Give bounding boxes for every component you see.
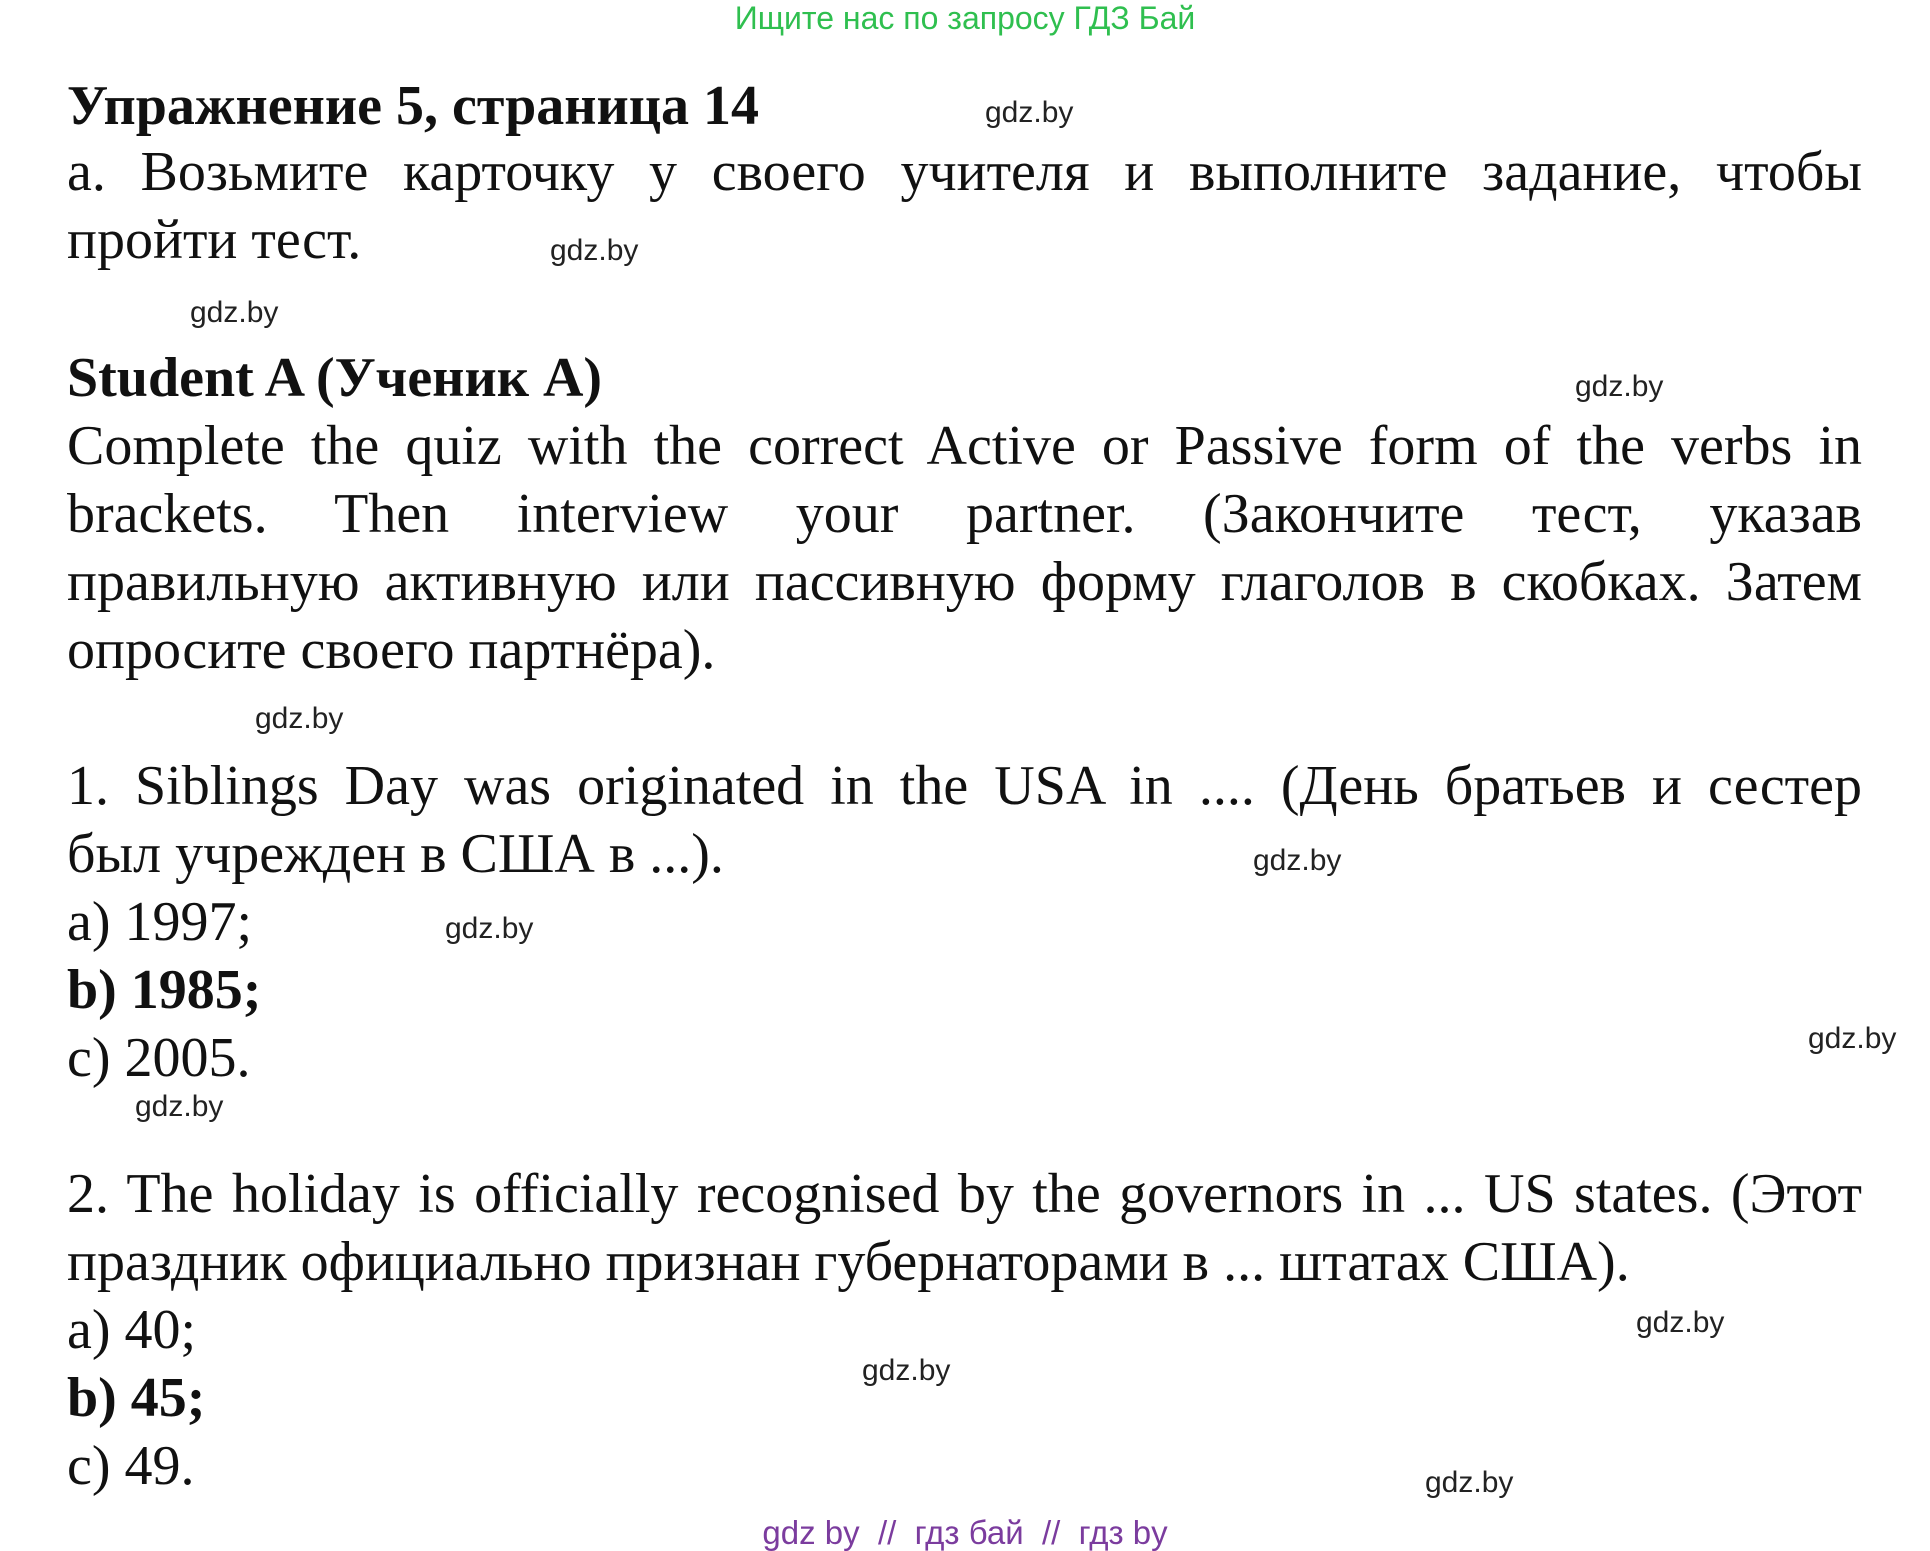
question-2-line-2: праздник официально признан губернаторами в ... штатах США). [67,1231,1630,1293]
instruction-line-3: правильную активную или пассивную форму глаголов в скобках. Затем [67,551,1862,613]
question-2-option-a: a) 40; [67,1299,197,1361]
watermark: gdz.by [1808,1022,1897,1055]
instruction-line-2: brackets. Then interview your partner. (Закончите тест, указав [67,483,1862,545]
watermark: gdz.by [1425,1466,1514,1499]
watermark: gdz.by [1636,1306,1725,1339]
question-2-line-1: 2. The holiday is officially recognised by the governors in ... US states. (Этот [67,1163,1862,1225]
watermark: gdz.by [445,912,534,945]
watermark: gdz.by [862,1354,951,1387]
footer-links: gdz by // гдз бай // гдз by [762,1514,1168,1551]
exercise-title: Упражнение 5, страница 14 [67,75,760,137]
watermark: gdz.by [1575,370,1664,403]
question-1-option-a: a) 1997; [67,891,253,953]
watermark: gdz.by [135,1090,224,1123]
watermark: gdz.by [550,234,639,267]
question-1-option-b-correct: b) 1985; [67,959,262,1021]
search-hint-banner: Ищите нас по запросу ГДЗ Бай [734,0,1196,36]
question-1-option-c: c) 2005. [67,1027,251,1089]
watermark: gdz.by [1253,844,1342,877]
watermark: gdz.by [255,702,344,735]
instruction-line-4: опросите своего партнёра). [67,619,716,681]
question-1-line-1: 1. Siblings Day was originated in the USA in .... (День братьев и сестер [67,755,1862,817]
instruction-line-1: Complete the quiz with the correct Active or Passive form of the verbs in [67,415,1862,477]
question-2-option-c: c) 49. [67,1435,195,1497]
watermark: gdz.by [190,296,279,329]
question-2-option-b-correct: b) 45; [67,1367,206,1429]
question-1-line-2: был учрежден в США в ...). [67,823,724,885]
student-heading: Student A (Ученик A) [67,347,603,409]
task-line-2: пройти тест. [67,209,362,271]
task-line-1: а. Возьмите карточку у своего учителя и выполните задание, чтобы [67,141,1862,203]
watermark: gdz.by [985,96,1074,129]
